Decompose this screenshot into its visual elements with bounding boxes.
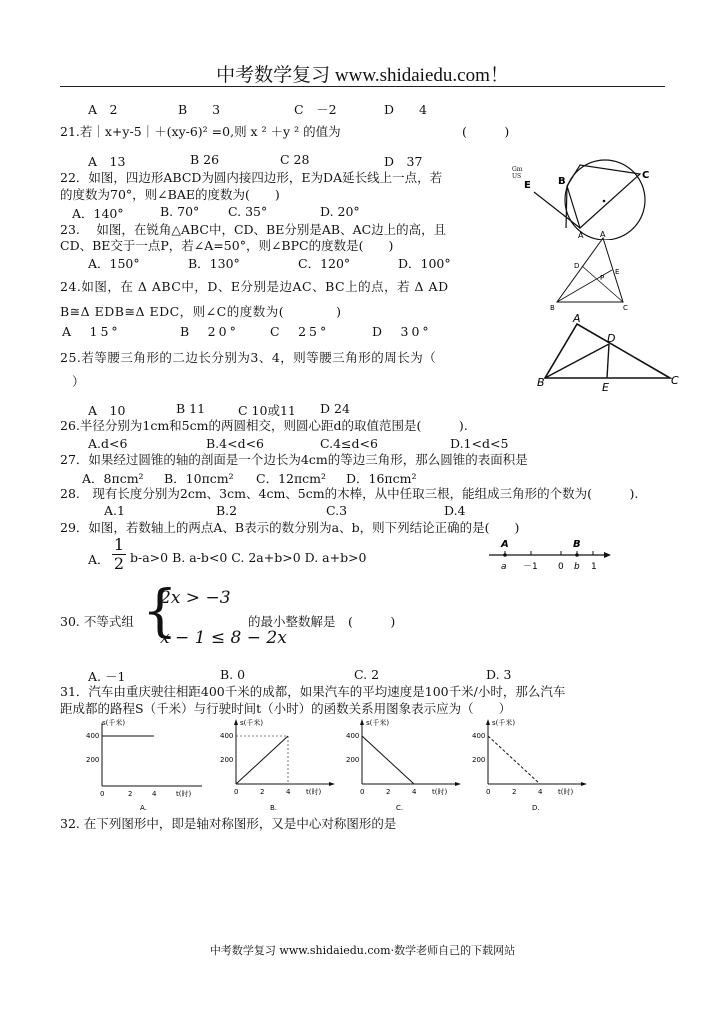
q31-graph-a-tick-4: 4 xyxy=(152,790,157,798)
q21-option-c: C 28 xyxy=(280,152,310,167)
q22-option-c: C. 35° xyxy=(228,204,268,219)
q31-graph-b-x-unit: t(时) xyxy=(306,788,322,796)
q21-option-b: B 26 xyxy=(190,152,220,167)
q31-graph-c-tick-0: 0 xyxy=(360,788,365,796)
q29-label-A: A xyxy=(501,539,509,550)
q29-label-a: a xyxy=(501,562,507,572)
q28-stem: 28. 现有长度分别为2cm、3cm、4cm、5cm的木棒，从中任取三根，能组成三角形的个数为( ). xyxy=(60,486,639,501)
q24-option-a: A 15° xyxy=(62,324,121,339)
q23-label-b: B xyxy=(550,304,555,312)
page-footer: 中考数学复习 www.shidaiedu.com·数学老师自己的下载网站 xyxy=(209,944,516,957)
q31-graph-b-tick-4: 4 xyxy=(286,788,291,796)
q22-small-note: Gm US xyxy=(512,166,523,180)
q28-option-d: D.4 xyxy=(444,503,466,518)
q20-option-c: C －2 xyxy=(294,102,337,117)
page-header: 中考数学复习 www.shidaiedu.com！ xyxy=(216,65,509,86)
q22-quadrilateral xyxy=(567,165,640,228)
q31-graph-c xyxy=(340,716,465,813)
q31-graph-c-tick-400: 400 xyxy=(346,732,360,740)
q27-option-a: A．8πcm² xyxy=(82,471,144,486)
q21-paren: ( ) xyxy=(462,124,510,139)
q31-graph-a-x-unit: t(时) xyxy=(176,790,192,798)
q23-line2: CD、BE交于一点P，若∠A=50°，则∠BPC的度数是( ) xyxy=(60,238,394,253)
q31-line1: 31．汽车由重庆驶往相距400千米的成都，如果汽车的平均速度是100千米/小时，那么汽车 xyxy=(60,684,566,699)
q21-option-d: D 37 xyxy=(384,154,423,169)
q24-label-b: B xyxy=(537,376,545,389)
q31-graph-b xyxy=(214,716,339,813)
q30-inequality-1: 2x > −3 xyxy=(160,588,231,608)
q31-graph-b-x-arrow xyxy=(329,782,335,786)
q29-label-B: B xyxy=(573,539,581,550)
q22-label-a: A xyxy=(578,231,584,240)
q23-label-e: E xyxy=(615,268,620,276)
q29-label-zero: 0 xyxy=(558,562,564,572)
q29-stem: 29．如图，若数轴上的两点A、B表示的数分别为a、b，则下列结论正确的是( ) xyxy=(60,520,520,535)
q24-option-d: D 30° xyxy=(372,324,432,339)
q29-label-b: b xyxy=(574,562,580,572)
q31-graph-b-tick-0: 0 xyxy=(234,788,239,796)
q20-option-b: B 3 xyxy=(178,102,221,117)
q31-graph-d-y-unit: s(千米) xyxy=(492,719,516,727)
q31-graph-d xyxy=(466,716,591,813)
q31-graph-d-tick-200: 200 xyxy=(472,756,486,764)
q22-line2: 的度数为70°，则∠BAE的度数为( ) xyxy=(60,187,280,202)
q31-graph-b-tick-200: 200 xyxy=(220,756,234,764)
q26-stem: 26.半径分别为1cm和5cm的两圆相交，则圆心距d的取值范围是( ). xyxy=(60,418,468,433)
q30-option-d: D. 3 xyxy=(486,667,512,682)
q31-graph-c-letter: C. xyxy=(396,804,404,812)
q24-label-c: C xyxy=(671,374,679,387)
q24-label-d: D xyxy=(607,332,616,345)
q31-graph-c-y-arrow xyxy=(360,719,364,725)
header-rule xyxy=(60,86,665,87)
q23-triangle xyxy=(557,238,623,302)
q30-suffix: 的最小整数解是 ( ) xyxy=(248,614,396,629)
q22-option-b: B. 70° xyxy=(160,204,200,219)
q25-option-d: D 24 xyxy=(320,401,350,416)
q23-label-c: C xyxy=(623,304,628,312)
q22-circle xyxy=(565,160,645,240)
q25-line2: ） xyxy=(72,374,85,389)
q31-graph-c-x-unit: t(时) xyxy=(432,788,448,796)
q30-inequality-2: x − 1 ≤ 8 − 2x xyxy=(160,628,287,648)
q23-line1: 23. 如图，在锐角△ABC中，CD、BE分别是AB、AC边上的高，且 xyxy=(60,222,447,237)
q31-graph-d-tick-2: 2 xyxy=(512,788,517,796)
q30-option-b: B. 0 xyxy=(220,667,246,682)
q23-option-a: A．150° xyxy=(88,256,140,271)
q22-option-a: A．140° xyxy=(72,206,124,221)
q29-label-one: 1 xyxy=(591,562,597,572)
q29-label-minus1: －1 xyxy=(523,562,538,572)
q30-prefix: 30. 不等式组 xyxy=(60,614,134,629)
q31-graph-a-tick-2: 2 xyxy=(128,790,133,798)
q32-stem: 32. 在下列图形中，即是轴对称图形，又是中心对称图形的是 xyxy=(60,816,397,831)
q29-number-line xyxy=(485,535,615,575)
q27-stem: 27．如果经过圆锥的轴的剖面是一个边长为4cm的等边三角形，那么圆锥的表面积是 xyxy=(60,452,528,467)
q30-option-c: C. 2 xyxy=(354,667,380,682)
q31-graph-b-tick-2: 2 xyxy=(260,788,265,796)
q25-option-b: B 11 xyxy=(176,401,206,416)
q29-fraction xyxy=(112,536,126,573)
q26-option-b: B.4<d<6 xyxy=(206,436,265,451)
q31-graph-a-y-unit: s(千米) xyxy=(102,719,126,727)
q26-option-d: D.1<d<5 xyxy=(450,436,509,451)
q21-stem: 21.若｜x+y-5｜＋(xy-6)² =0,则 x ² ＋y ² 的值为 xyxy=(60,124,341,139)
q31-graph-d-x-unit: t(时) xyxy=(558,788,574,796)
q27-option-b: B．10πcm² xyxy=(164,471,234,486)
q29-fraction-denominator: 2 xyxy=(113,554,125,573)
q22-option-d: D. 20° xyxy=(320,204,360,219)
q23-label-p: P xyxy=(600,274,605,282)
q24-label-a: A xyxy=(573,312,581,325)
q24-option-c: C 25° xyxy=(270,324,330,339)
q31-graph-b-y-unit: s(千米) xyxy=(240,719,264,727)
q31-graph-d-letter: D. xyxy=(532,804,540,812)
q29-option-a-prefix: A． xyxy=(88,552,110,567)
q31-graph-d-tick-400: 400 xyxy=(472,732,486,740)
q31-graph-a-tick-0: 0 xyxy=(100,790,105,798)
q31-graph-d-tick-0: 0 xyxy=(486,788,491,796)
q31-graph-c-tick-200: 200 xyxy=(346,756,360,764)
q20-option-a: A 2 xyxy=(88,102,118,117)
q28-option-c: C.3 xyxy=(326,503,348,518)
q29-option-rest: b-a>0 B. a-b<0 C. 2a+b>0 D. a+b>0 xyxy=(130,550,367,565)
q31-graph-b-line xyxy=(236,736,288,784)
q23-label-d: D xyxy=(574,262,580,270)
q24-segment-de xyxy=(607,344,609,378)
q21-option-a: A 13 xyxy=(88,154,126,169)
q24-line1: 24.如图，在 Δ ABC中，D、E分别是边AC、BC上的点，若 Δ AD xyxy=(60,279,449,294)
q22-line1: 22．如图，四边形ABCD为圆内接四边形，E为DA延长线上一点，若 xyxy=(60,170,443,185)
q28-option-a: A.1 xyxy=(104,503,125,518)
q31-graph-c-x-arrow xyxy=(455,782,461,786)
q23-option-c: C．120° xyxy=(298,256,351,271)
q20-option-d: D 4 xyxy=(384,102,427,117)
q24-option-b: B 20° xyxy=(180,324,239,339)
q27-option-d: D．16πcm² xyxy=(346,471,417,486)
q23-label-a: A xyxy=(600,230,606,239)
q31-graph-d-tick-4: 4 xyxy=(538,788,543,796)
q26-option-a: A.d<6 xyxy=(88,436,128,451)
q29-point-b xyxy=(575,553,579,557)
q22-figure xyxy=(520,150,670,240)
q24-figure xyxy=(535,312,685,394)
q25-option-c: C 10或11 xyxy=(238,403,296,418)
q22-label-c: C xyxy=(642,170,650,181)
q31-graph-a xyxy=(82,718,207,813)
q27-option-c: C．12πcm² xyxy=(256,471,327,486)
q31-graph-a-letter: A. xyxy=(140,804,147,812)
q22-label-b: B xyxy=(558,176,566,187)
q24-line2: B≅Δ EDB≅Δ EDC，则∠C的度数为( ) xyxy=(60,304,342,319)
q29-point-a xyxy=(503,553,507,557)
q28-option-b: B.2 xyxy=(216,503,238,518)
q31-graph-d-line xyxy=(488,736,540,784)
q29-fraction-numerator: 1 xyxy=(113,535,125,554)
q31-graph-c-line xyxy=(362,736,414,784)
q31-graph-c-tick-2: 2 xyxy=(386,788,391,796)
q24-label-e: E xyxy=(602,381,609,394)
q31-graph-c-y-unit: s(千米) xyxy=(366,719,390,727)
q29-axis-arrow xyxy=(604,552,611,558)
q23-option-d: D．100° xyxy=(398,256,451,271)
q31-graph-c-tick-4: 4 xyxy=(412,788,417,796)
q31-graph-a-tick-400: 400 xyxy=(86,732,100,740)
q31-graph-d-y-arrow xyxy=(486,719,490,725)
q23-option-b: B．130° xyxy=(188,256,240,271)
q30-option-a: A. －1 xyxy=(88,669,126,684)
q31-graph-a-tick-200: 200 xyxy=(86,756,100,764)
q31-graph-d-x-arrow xyxy=(581,782,587,786)
q30-brace: { xyxy=(142,579,178,644)
q22-center-dot xyxy=(603,200,606,203)
q25-line1: 25.若等腰三角形的二边长分别为3、4，则等腰三角形的周长为（ xyxy=(60,350,437,365)
q31-graph-b-tick-400: 400 xyxy=(220,732,234,740)
q22-extension-ae xyxy=(534,192,580,228)
q31-graph-b-y-arrow xyxy=(234,719,238,725)
q23-figure xyxy=(545,230,635,315)
q26-option-c: C.4≤d<6 xyxy=(320,436,378,451)
q31-graph-b-letter: B. xyxy=(270,804,278,812)
q31-line2: 距成都的路程S（千米）与行驶时间t（小时）的函数关系用图象表示应为（ ） xyxy=(60,701,512,716)
q22-label-e: E xyxy=(524,180,531,191)
q25-option-a: A 10 xyxy=(88,403,126,418)
